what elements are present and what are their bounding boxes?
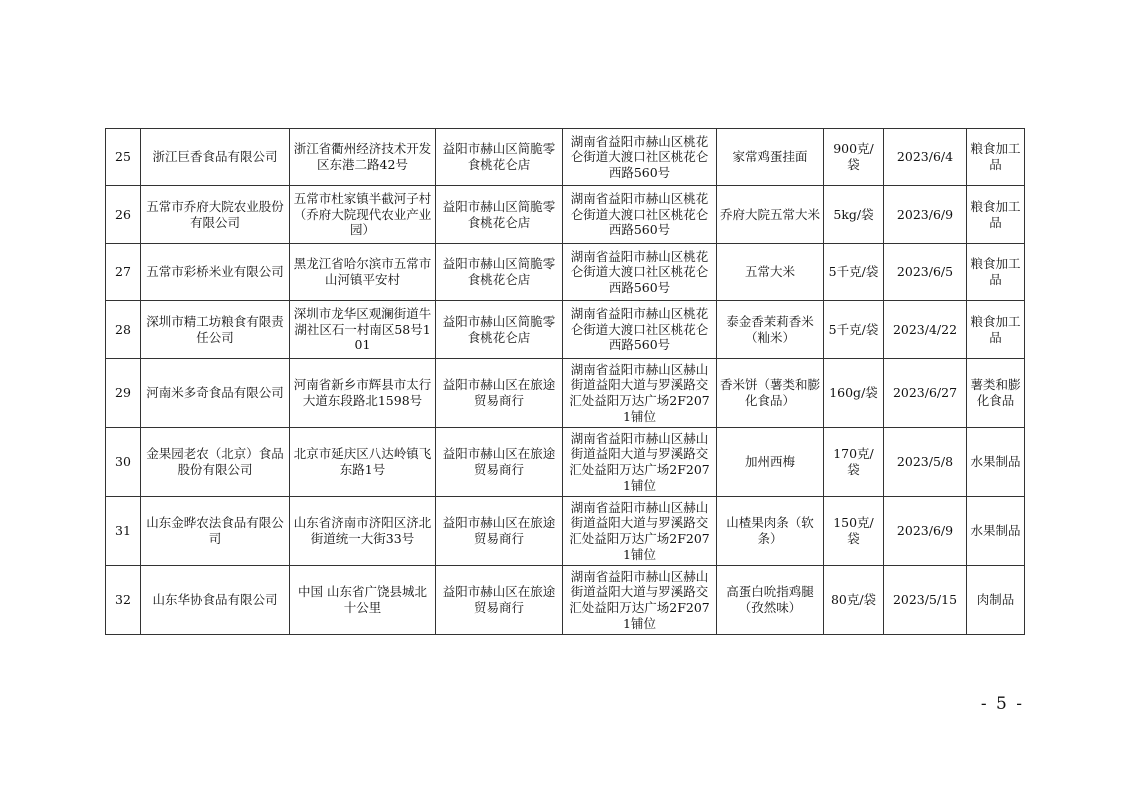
- producer-name: 山东华协食品有限公司: [141, 566, 290, 635]
- producer-address: 山东省济南市济阳区济北街道统一大街33号: [290, 497, 436, 566]
- producer-name: 五常市彩桥米业有限公司: [141, 244, 290, 301]
- product-name: 泰金香茉莉香米（籼米）: [717, 301, 824, 359]
- seller-address: 湖南省益阳市赫山区赫山街道益阳大道与罗溪路交汇处益阳万达广场2F2071铺位: [563, 359, 717, 428]
- product-spec: 170克/袋: [824, 428, 884, 497]
- seller-name: 益阳市赫山区简脆零食桃花仑店: [436, 129, 563, 186]
- product-spec: 160g/袋: [824, 359, 884, 428]
- producer-name: 五常市乔府大院农业股份有限公司: [141, 186, 290, 244]
- product-name: 加州西梅: [717, 428, 824, 497]
- sampling-results-table: [105, 128, 1025, 635]
- table-row: [106, 301, 1025, 359]
- table-row: [106, 186, 1025, 244]
- seller-address: 湖南省益阳市赫山区桃花仑街道大渡口社区桃花仑西路560号: [563, 301, 717, 359]
- seller-address: 湖南省益阳市赫山区赫山街道益阳大道与罗溪路交汇处益阳万达广场2F2071铺位: [563, 566, 717, 635]
- seller-name: 益阳市赫山区在旅途贸易商行: [436, 359, 563, 428]
- producer-address: 浙江省衢州经济技术开发区东港二路42号: [290, 129, 436, 186]
- producer-name: 金果园老农（北京）食品股份有限公司: [141, 428, 290, 497]
- product-name: 家常鸡蛋挂面: [717, 129, 824, 186]
- food-category: 水果制品: [967, 428, 1025, 497]
- seller-address: 湖南省益阳市赫山区桃花仑街道大渡口社区桃花仑西路560号: [563, 129, 717, 186]
- food-category: 薯类和膨化食品: [967, 359, 1025, 428]
- table-row: [106, 129, 1025, 186]
- production-date: 2023/5/8: [884, 428, 967, 497]
- seller-name: 益阳市赫山区简脆零食桃花仑店: [436, 301, 563, 359]
- production-date: 2023/6/5: [884, 244, 967, 301]
- product-spec: 5千克/袋: [824, 301, 884, 359]
- producer-address: 黑龙江省哈尔滨市五常市山河镇平安村: [290, 244, 436, 301]
- page-number: - 5 -: [980, 694, 1024, 714]
- row-number: 26: [106, 186, 141, 244]
- producer-name: 山东金晔农法食品有限公司: [141, 497, 290, 566]
- food-category: 水果制品: [967, 497, 1025, 566]
- seller-name: 益阳市赫山区简脆零食桃花仑店: [436, 186, 563, 244]
- row-number: 30: [106, 428, 141, 497]
- producer-address: 五常市杜家镇半截河子村（乔府大院现代农业产业园）: [290, 186, 436, 244]
- seller-name: 益阳市赫山区在旅途贸易商行: [436, 566, 563, 635]
- product-spec: 80克/袋: [824, 566, 884, 635]
- row-number: 29: [106, 359, 141, 428]
- seller-address: 湖南省益阳市赫山区赫山街道益阳大道与罗溪路交汇处益阳万达广场2F2071铺位: [563, 428, 717, 497]
- producer-name: 深圳市精工坊粮食有限责任公司: [141, 301, 290, 359]
- row-number: 27: [106, 244, 141, 301]
- producer-name: 河南米多奇食品有限公司: [141, 359, 290, 428]
- production-date: 2023/6/9: [884, 186, 967, 244]
- product-name: 五常大米: [717, 244, 824, 301]
- food-category: 粮食加工品: [967, 129, 1025, 186]
- product-spec: 900克/袋: [824, 129, 884, 186]
- seller-name: 益阳市赫山区在旅途贸易商行: [436, 497, 563, 566]
- seller-name: 益阳市赫山区在旅途贸易商行: [436, 428, 563, 497]
- product-name: 高蛋白吮指鸡腿（孜然味）: [717, 566, 824, 635]
- row-number: 32: [106, 566, 141, 635]
- seller-address: 湖南省益阳市赫山区桃花仑街道大渡口社区桃花仑西路560号: [563, 244, 717, 301]
- row-number: 28: [106, 301, 141, 359]
- producer-address: 深圳市龙华区观澜街道牛湖社区石一村南区58号101: [290, 301, 436, 359]
- food-category: 粮食加工品: [967, 186, 1025, 244]
- table-row: [106, 566, 1025, 635]
- table-row: [106, 359, 1025, 428]
- food-category: 肉制品: [967, 566, 1025, 635]
- seller-address: 湖南省益阳市赫山区桃花仑街道大渡口社区桃花仑西路560号: [563, 186, 717, 244]
- product-name: 山楂果肉条（软条）: [717, 497, 824, 566]
- producer-address: 中国 山东省广饶县城北十公里: [290, 566, 436, 635]
- product-name: 乔府大院五常大米: [717, 186, 824, 244]
- seller-address: 湖南省益阳市赫山区赫山街道益阳大道与罗溪路交汇处益阳万达广场2F2071铺位: [563, 497, 717, 566]
- producer-address: 北京市延庆区八达岭镇飞东路1号: [290, 428, 436, 497]
- producer-name: 浙江巨香食品有限公司: [141, 129, 290, 186]
- table-row: [106, 497, 1025, 566]
- product-spec: 150克/袋: [824, 497, 884, 566]
- production-date: 2023/6/4: [884, 129, 967, 186]
- product-name: 香米饼（薯类和膨化食品）: [717, 359, 824, 428]
- row-number: 31: [106, 497, 141, 566]
- production-date: 2023/5/15: [884, 566, 967, 635]
- row-number: 25: [106, 129, 141, 186]
- production-date: 2023/4/22: [884, 301, 967, 359]
- food-category: 粮食加工品: [967, 244, 1025, 301]
- table-row: [106, 428, 1025, 497]
- food-category: 粮食加工品: [967, 301, 1025, 359]
- table-row: [106, 244, 1025, 301]
- seller-name: 益阳市赫山区简脆零食桃花仑店: [436, 244, 563, 301]
- production-date: 2023/6/9: [884, 497, 967, 566]
- producer-address: 河南省新乡市辉县市太行大道东段路北1598号: [290, 359, 436, 428]
- product-spec: 5千克/袋: [824, 244, 884, 301]
- production-date: 2023/6/27: [884, 359, 967, 428]
- product-spec: 5kg/袋: [824, 186, 884, 244]
